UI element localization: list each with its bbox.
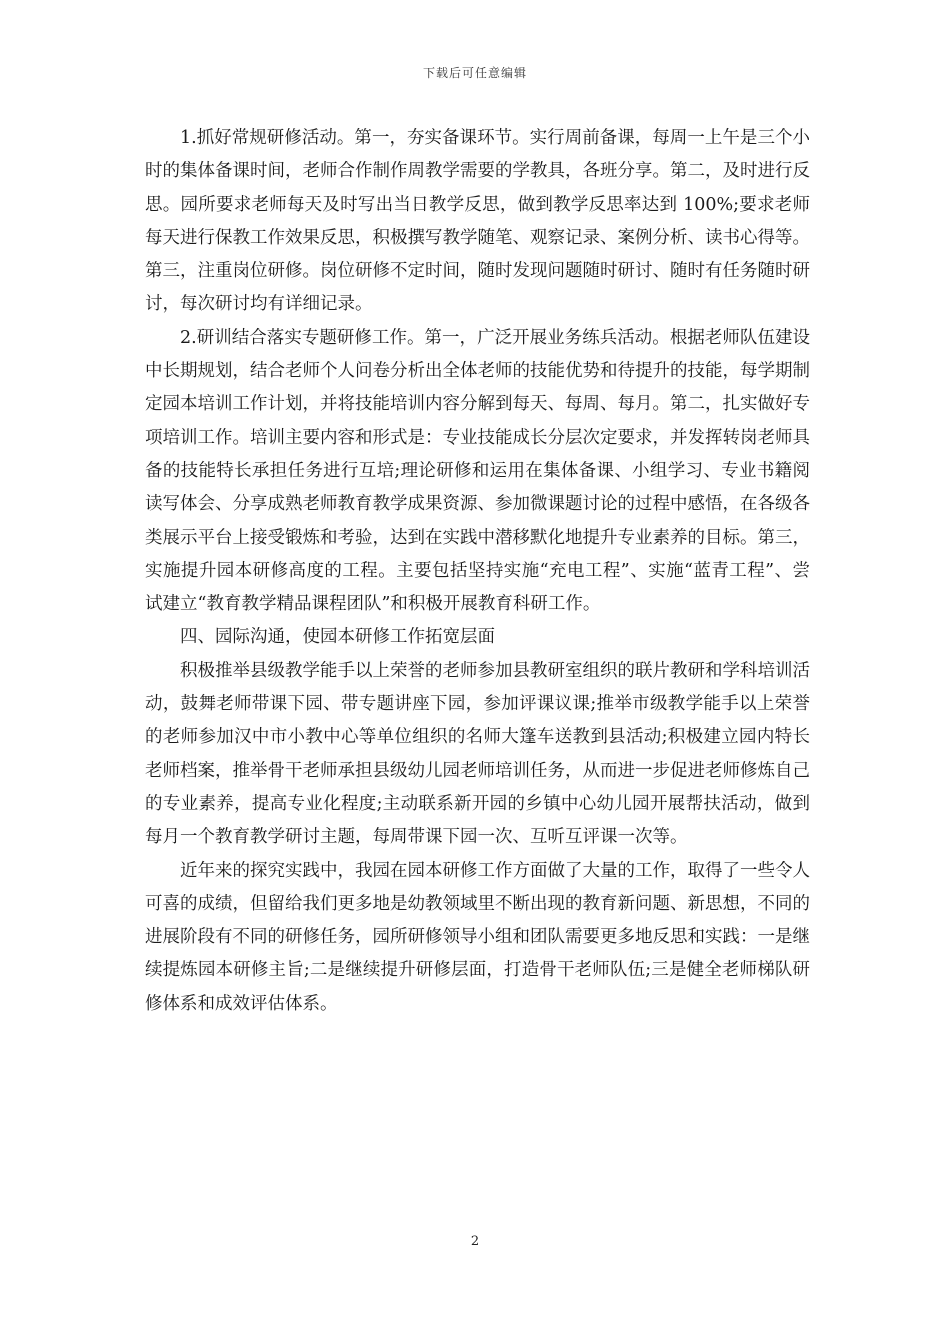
paragraph-special-training: 2.研训结合落实专题研修工作。第一，广泛开展业务练兵活动。根据老师队伍建设中长期规划，结合老师个人问卷分析出全体老师的技能优势和待提升的技能，每学期制定园本培训工作计划，并将技能培训内容分解到每天、每周、每月。第二，扎实做好专项培训工作。培训主要内容和形式是：专业技能成长分层次定要求，并发挥转岗老师具备的技能特长承担任务进行互培;理论研修和运用在集体备课、小组学习、专业书籍阅读写体会、分享成熟老师教育教学成果资源、参加微课题讨论的过程中感悟，在各级各类展示平台上接受锻炼和考验，达到在实践中潜移默化地提升专业素养的目标。第三，实施提升园本研修高度的工程。主要包括坚持实施“充电工程”、实施“蓝青工程”、尝试建立“教育教学精品课程团队”和积极开展教育科研工作。 (145, 327, 810, 615)
document-body (145, 122, 810, 1021)
page-header: 下载后可任意编辑 (422, 66, 527, 80)
section-heading: 四、园际沟通，使园本研修工作拓宽层面 (180, 627, 495, 648)
page-number: 2 (470, 1234, 480, 1249)
paragraph-inter-kindergarten: 积极推举县级教学能手以上荣誉的老师参加县教研室组织的联片教研和学科培训活动，鼓舞老师带课下园、带专题讲座下园，参加评课议课;推举市级教学能手以上荣誉的老师参加汉中市小教中心等单位组织的名师大篷车送教到县活动;积极建立园内特长老师档案，推举骨干老师承担县级幼儿园老师培训任务，从而进一步促进老师修炼自己的专业素养，提高专业化程度;主动联系新开园的乡镇中心幼儿园开展帮扶活动，做到每月一个教育教学研讨主题，每周带课下园一次、互听互评课一次等。 (145, 660, 810, 848)
paragraph-conclusion: 近年来的探究实践中，我园在园本研修工作方面做了大量的工作，取得了一些令人可喜的成绩，但留给我们更多地是幼教领域里不断出现的教育新问题、新思想，不同的进展阶段有不同的研修任务，园所研修领导小组和团队需要更多地反思和实践：一是继续提炼园本研修主旨;二是继续提升研修层面，打造骨干老师队伍;三是健全老师梯队研修体系和成效评估体系。 (145, 860, 810, 1014)
paragraph-routine-research: 1.抓好常规研修活动。第一，夯实备课环节。实行周前备课，每周一上午是三个小时的集体备课时间，老师合作制作周教学需要的学教具，各班分享。第二，及时进行反思。园所要求老师每天及时写出当日教学反思，做到教学反思率达到 100%;要求老师每天进行保教工作效果反思，积极撰写教学随笔、观察记录、案例分析、读书心得等。第三，注重岗位研修。岗位研修不定时间，随时发现问题随时研讨、随时有任务随时研讨，每次研讨均有详细记录。 (145, 128, 810, 315)
